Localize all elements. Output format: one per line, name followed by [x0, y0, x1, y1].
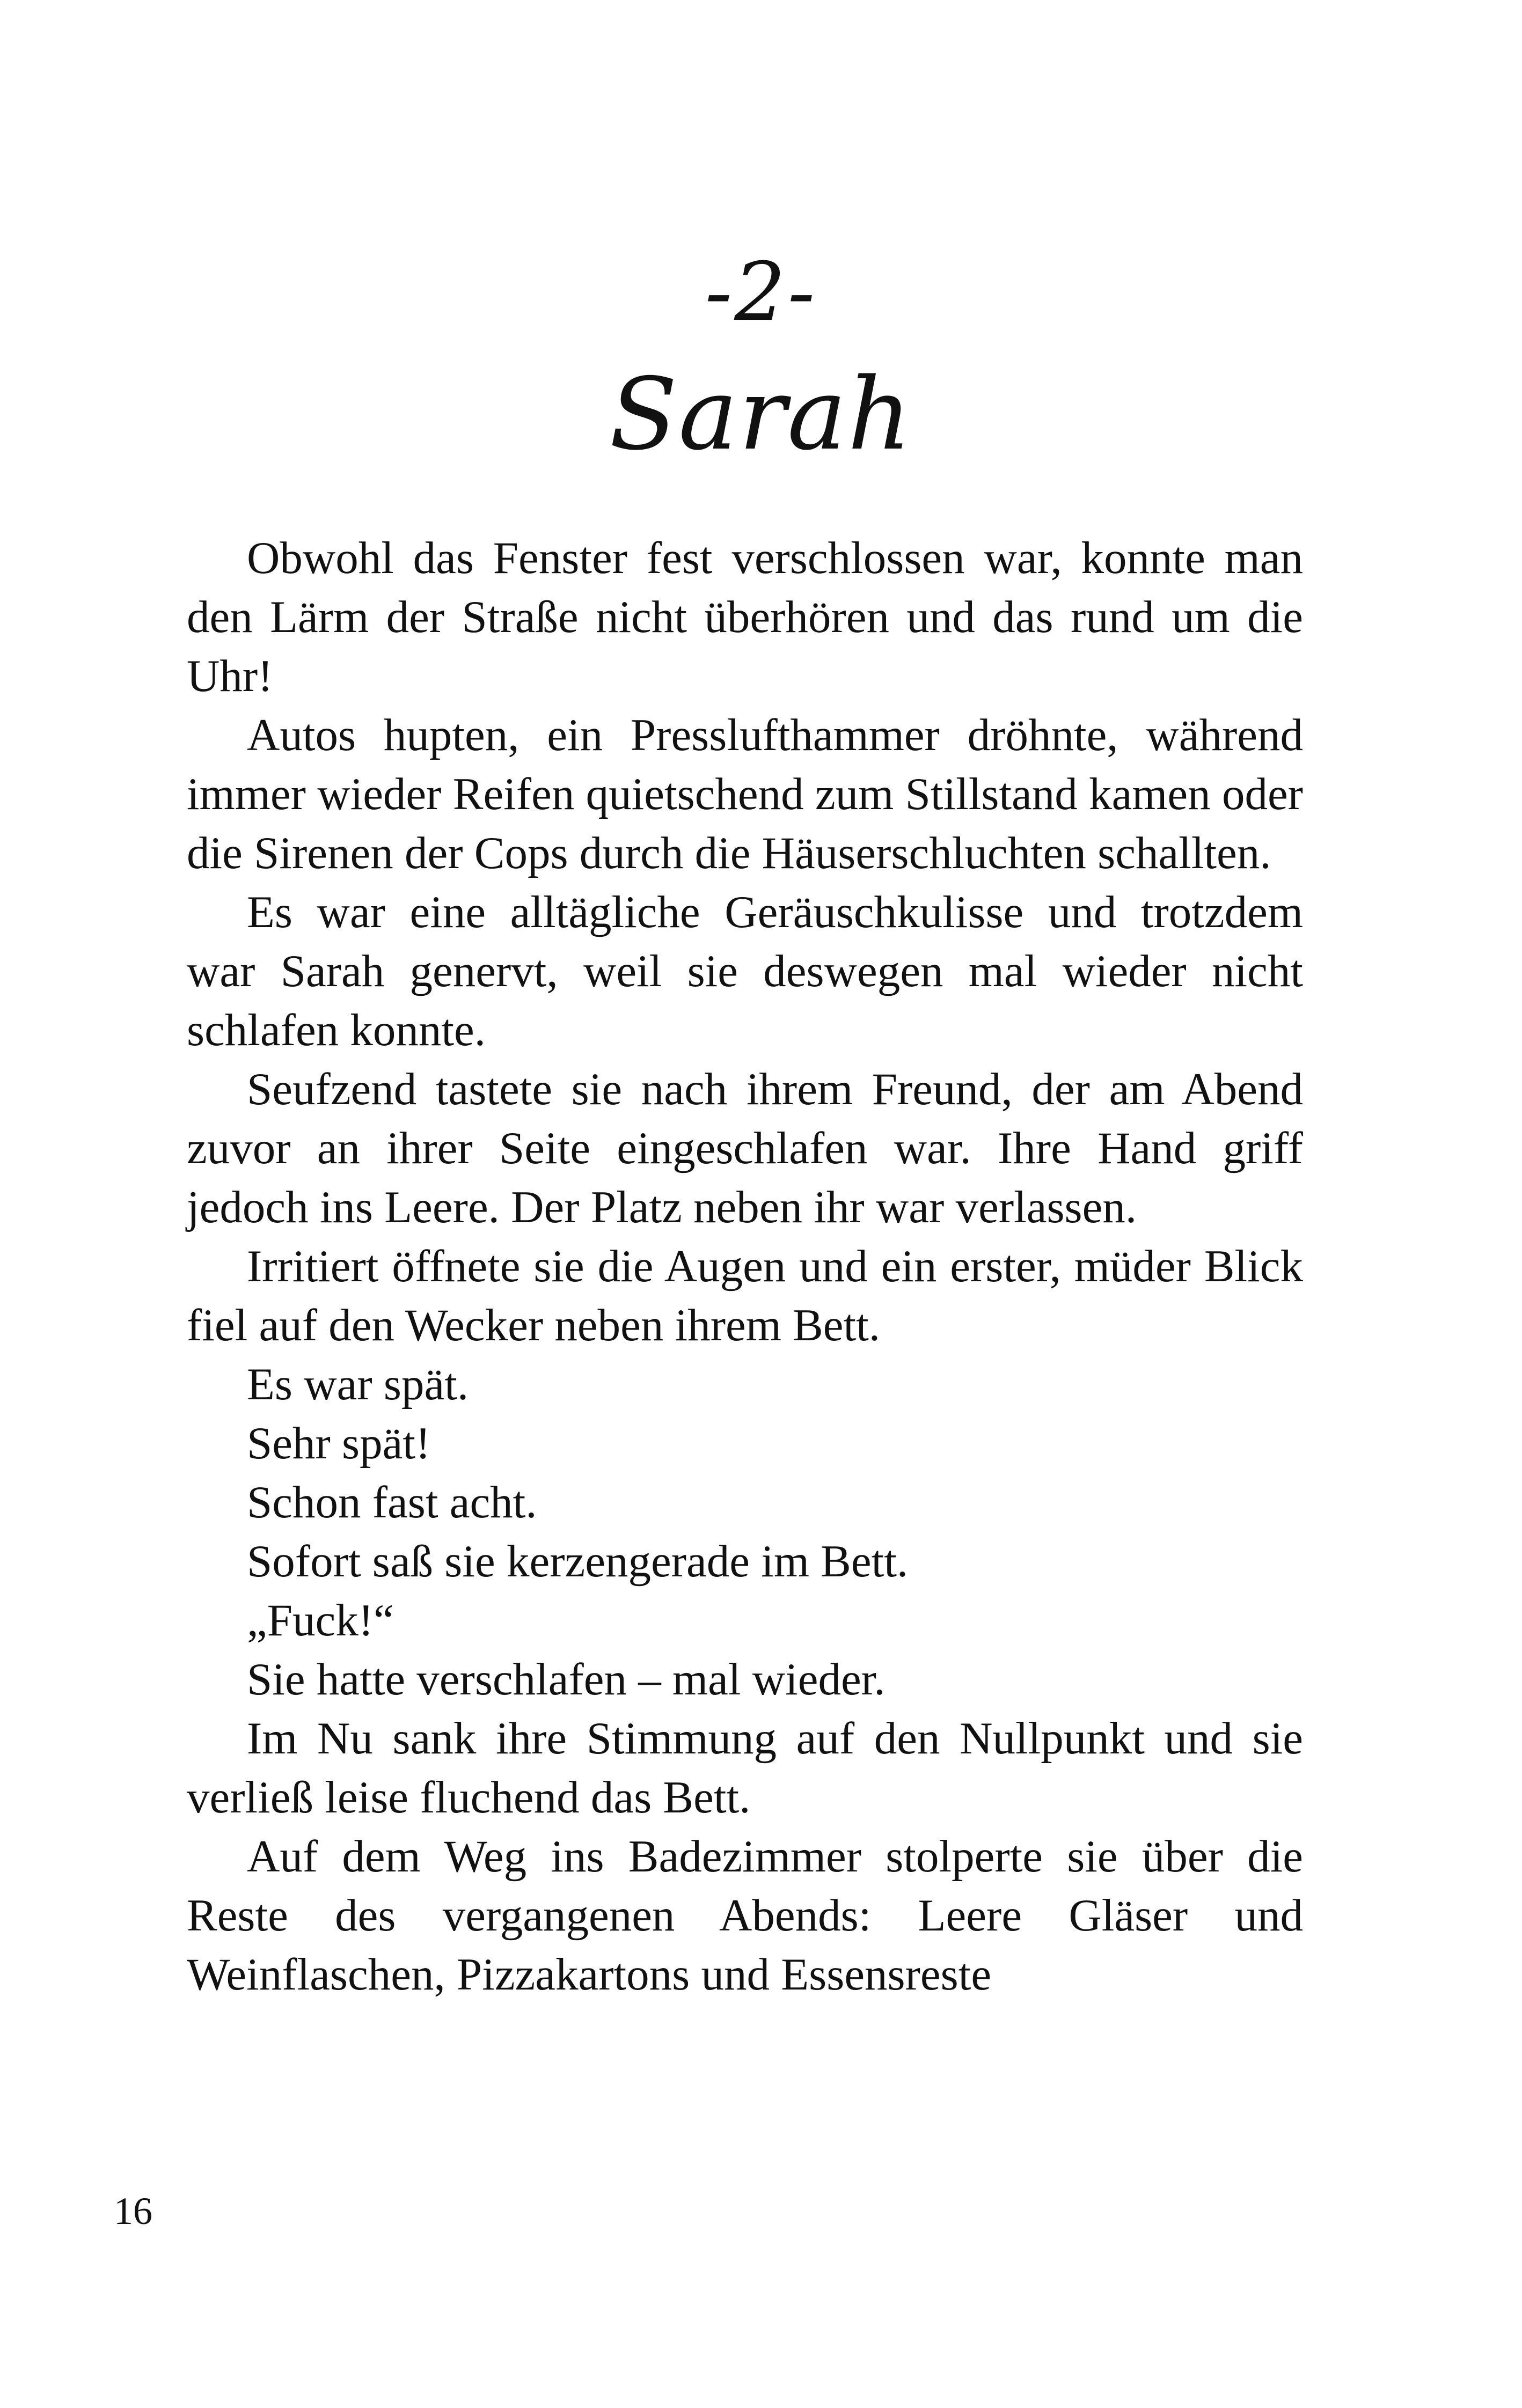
- paragraph: Irritiert öffnete sie die Augen und ein erster, müder Blick fiel auf den Wecker neben ihrem Bett.: [187, 1241, 1303, 1350]
- paragraph: Auf dem Weg ins Badezimmer stolperte sie über die Reste des vergangenen Abends: Leere Gläser und Weinflaschen, Pizzakartons und Essensreste: [187, 1831, 1303, 2000]
- paragraph: Obwohl das Fenster fest verschlossen war, konnte man den Lärm der Straße nicht überhören und das rund um die Uhr!: [187, 533, 1303, 701]
- paragraph: Autos hupten, ein Presslufthammer dröhnte, während immer wieder Reifen quietschend zum Stillstand kamen oder die Sirenen der Cops durch die Häuserschluchten schallten.: [187, 710, 1303, 878]
- chapter-body: [187, 528, 1303, 2004]
- chapter-number: -2-: [705, 246, 817, 339]
- page-number: 16: [114, 2190, 152, 2233]
- paragraph: „Fuck!“: [247, 1595, 394, 1646]
- paragraph: Es war eine alltägliche Geräuschkulisse und trotzdem war Sarah genervt, weil sie deswegen mal wieder nicht schlafen konnte.: [187, 887, 1303, 1055]
- paragraph: Sofort saß sie kerzengerade im Bett.: [247, 1536, 909, 1587]
- paragraph: Schon fast acht.: [247, 1477, 537, 1528]
- paragraph: Sie hatte verschlafen – mal wieder.: [247, 1654, 886, 1705]
- paragraph: Sehr spät!: [247, 1418, 431, 1469]
- paragraph: Es war spät.: [247, 1359, 469, 1409]
- paragraph: Im Nu sank ihre Stimmung auf den Nullpunkt und sie verließ leise fluchend das Bett.: [187, 1713, 1303, 1823]
- chapter-title: Sarah: [609, 356, 913, 472]
- paragraph: Seufzend tastete sie nach ihrem Freund, der am Abend zuvor an ihrer Seite eingeschlafen war. Ihre Hand griff jedoch ins Leere. Der Platz neben ihr war verlassen.: [187, 1064, 1303, 1232]
